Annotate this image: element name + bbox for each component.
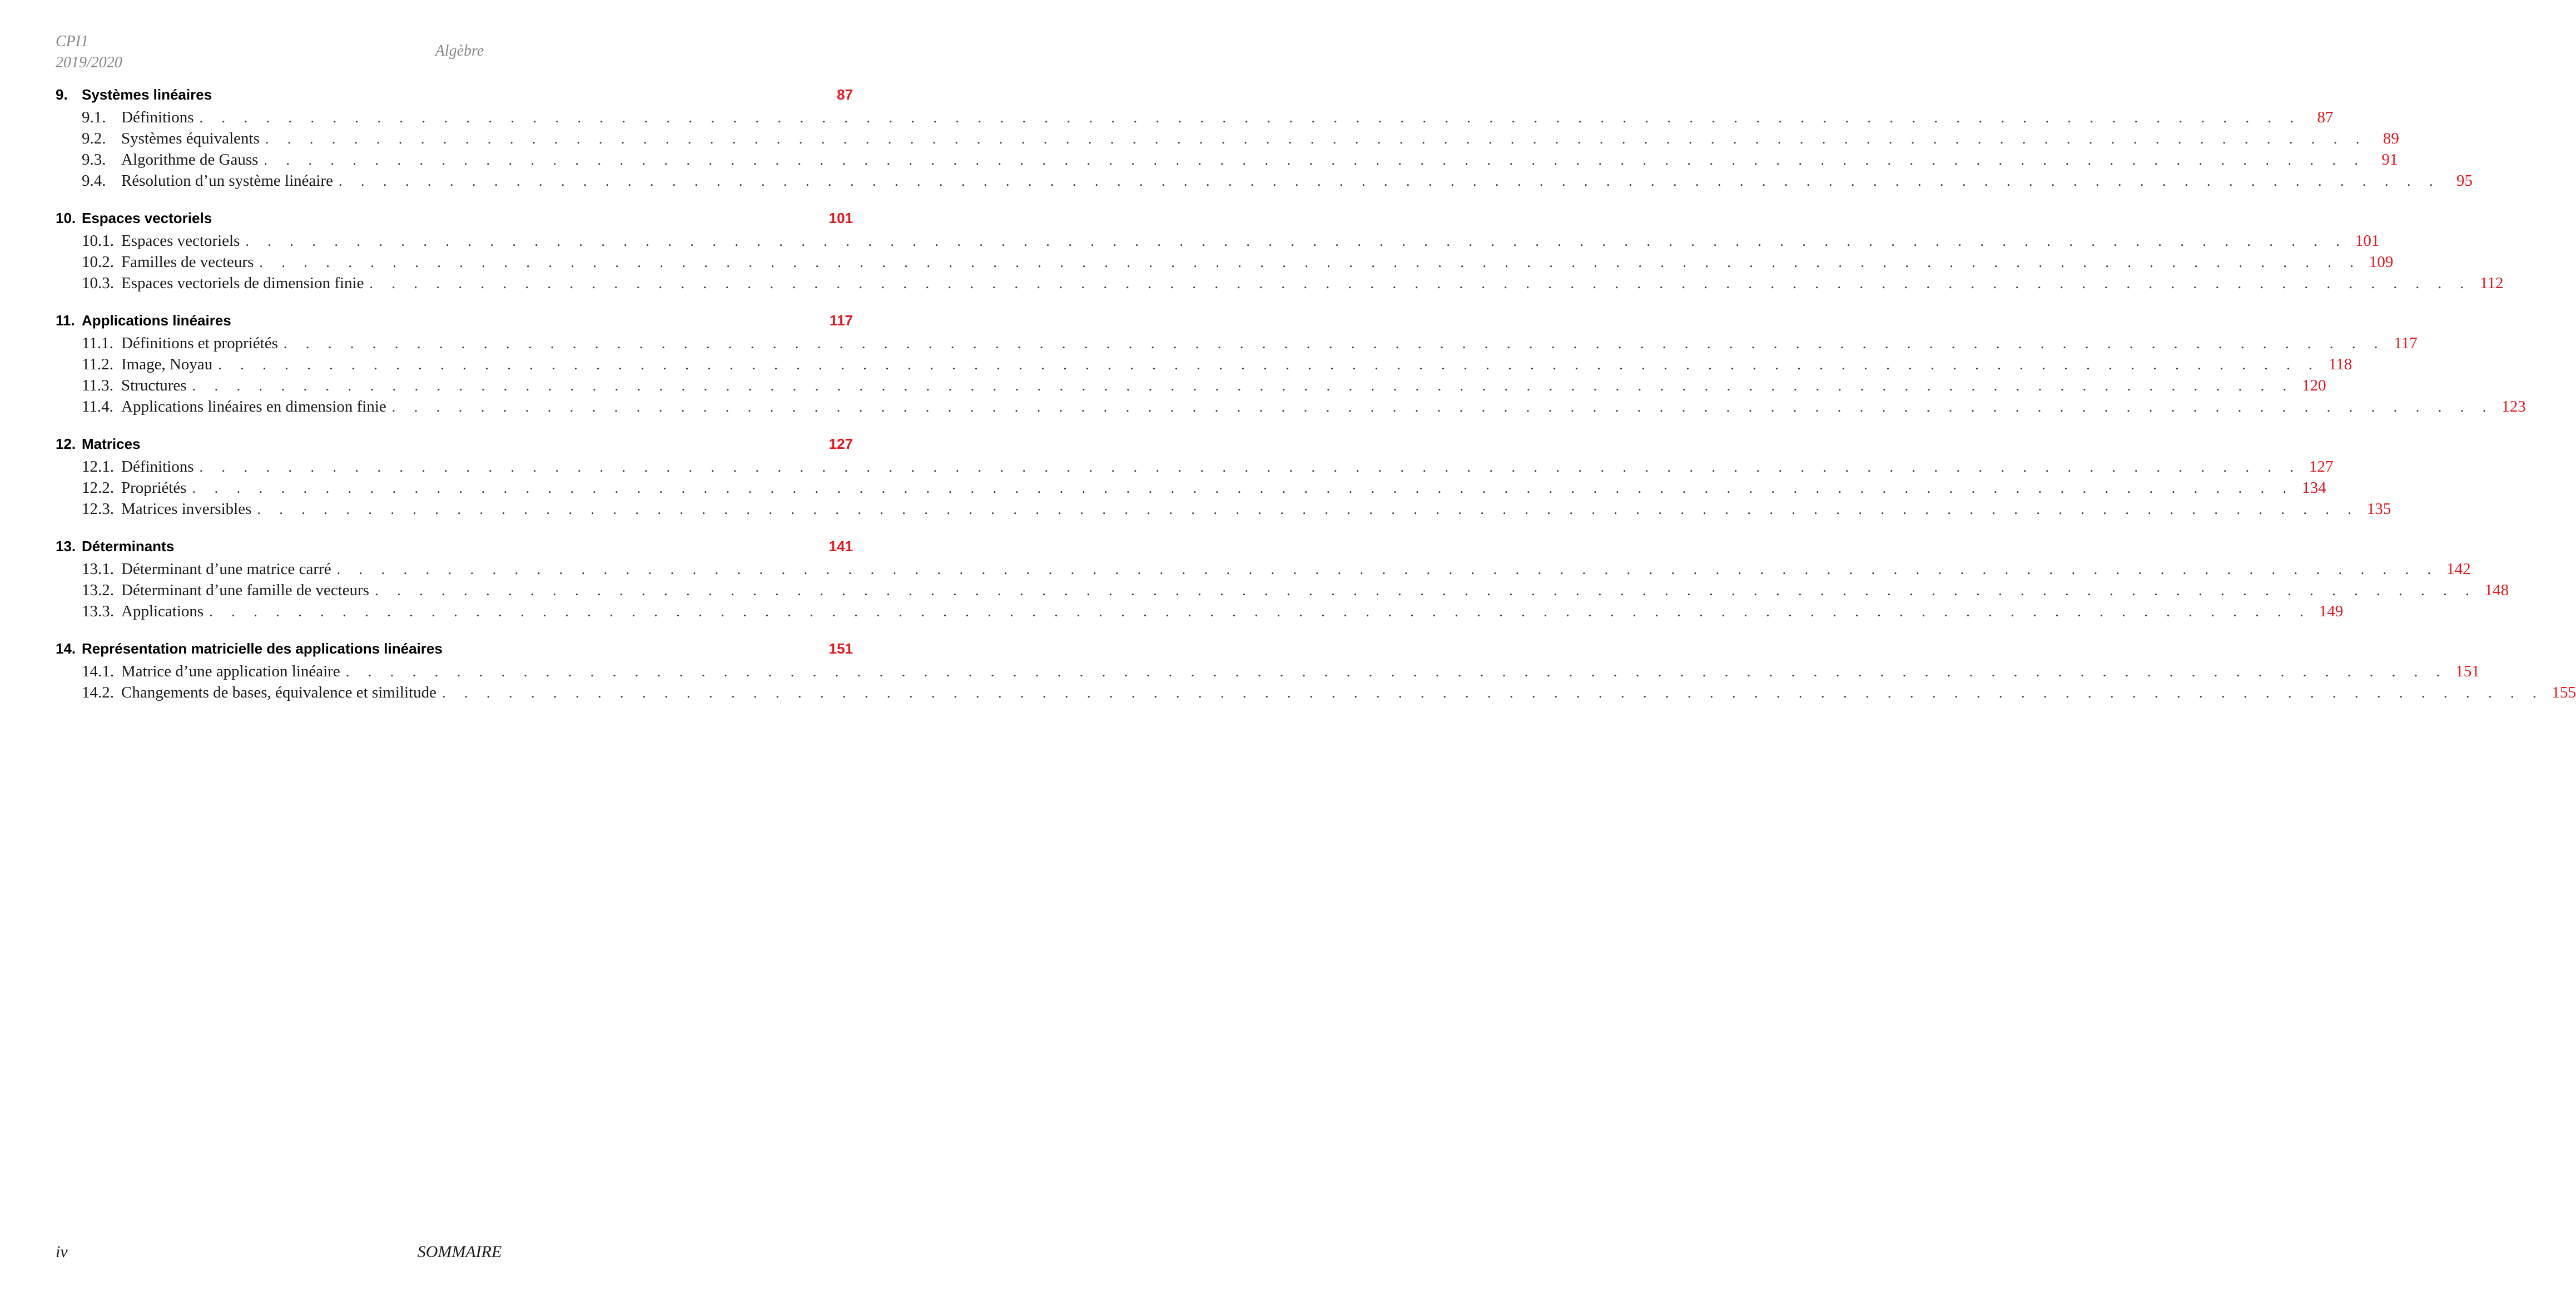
section-number: 11.3. xyxy=(82,377,113,394)
chapter-number: 13. xyxy=(56,538,76,555)
academic-year: 2019/2020 xyxy=(56,54,122,71)
section-entry[interactable] xyxy=(56,560,2471,581)
toc-chapter xyxy=(56,538,2509,624)
section-page-link[interactable]: 127 xyxy=(2309,458,2334,476)
running-header-title: Algèbre xyxy=(435,42,484,60)
section-entry[interactable] xyxy=(56,253,2394,274)
chapter-heading[interactable] xyxy=(56,640,853,662)
section-entry[interactable] xyxy=(56,232,2380,253)
chapter-number: 10. xyxy=(56,210,76,226)
dot-leader: . . . . . . . . . . . . . . . . . . . . . . . . . . . . . . . . . . . . . . . . . . . . . . . . . . . . . . . . . . . . . . . . . . . . . . . . . . . . . . . . . . . . . . . . . . . . . . . xyxy=(259,254,2361,270)
section-entry[interactable] xyxy=(56,274,2504,295)
section-page-link[interactable]: 134 xyxy=(2302,479,2326,497)
section-title: Changements de bases, équivalence et similitude xyxy=(121,684,436,701)
section-page-link[interactable]: 91 xyxy=(2381,151,2398,169)
section-number: 12.2. xyxy=(82,479,114,497)
dot-leader: . . . . . . . . . . . . . . . . . . . . . . . . . . . . . . . . . . . . . . . . . . . . . . . . . . . . . . . . . . . . . . . . . . . . . . . . . . . . . . . . . . . . . . . . . . . . . . . xyxy=(345,664,2448,680)
chapter-title: Systèmes linéaires xyxy=(82,86,212,103)
section-entry[interactable] xyxy=(56,355,2352,377)
section-title: Matrice d’une application linéaire xyxy=(121,662,340,680)
section-page-link[interactable]: 123 xyxy=(2501,398,2526,415)
section-entry[interactable] xyxy=(56,458,2334,479)
section-title: Structures xyxy=(121,377,187,394)
chapter-page-link[interactable]: 127 xyxy=(828,436,853,452)
dot-leader: . . . . . . . . . . . . . . . . . . . . . . . . . . . . . . . . . . . . . . . . . . . . . . . . . . . . . . . . . . . . . . . . . . . . . . . . . . . . . . . . . . . . . . . . . . . . . . . xyxy=(192,378,2294,394)
section-title: Applications xyxy=(121,602,204,620)
chapter-number: 11. xyxy=(56,312,75,329)
section-page-link[interactable]: 95 xyxy=(2456,172,2473,190)
chapter-number: 9. xyxy=(56,86,68,103)
toc-chapter xyxy=(56,436,2391,521)
section-page-link[interactable]: 109 xyxy=(2369,253,2394,271)
section-title: Espaces vectoriels xyxy=(121,232,240,250)
section-page-link[interactable]: 117 xyxy=(2394,334,2418,352)
section-title: Image, Noyau xyxy=(121,355,213,373)
section-entry[interactable] xyxy=(56,151,2398,172)
running-footer-title: SOMMAIRE xyxy=(417,1243,502,1261)
section-page-link[interactable]: 101 xyxy=(2355,232,2380,250)
dot-leader: . . . . . . . . . . . . . . . . . . . . . . . . . . . . . . . . . . . . . . . . . . . . . . . . . . . . . . . . . . . . . . . . . . . . . . . . . . . . . . . . . . . . . . . . . . . . . . . xyxy=(264,152,2366,168)
chapter-page-link[interactable]: 87 xyxy=(837,86,853,103)
section-page-link[interactable]: 151 xyxy=(2455,662,2480,680)
section-entry[interactable] xyxy=(56,500,2391,521)
section-number: 10.3. xyxy=(82,274,114,292)
chapter-title: Représentation matricielle des applications linéaires xyxy=(82,640,443,657)
section-page-link[interactable]: 155 xyxy=(2552,684,2576,701)
dot-leader: . . . . . . . . . . . . . . . . . . . . . . . . . . . . . . . . . . . . . . . . . . . . . . . . . . . . . . . . . . . . . . . . . . . . . . . . . . . . . . . . . . . . . . . . . . . . . . . xyxy=(257,501,2359,517)
section-number: 14.1. xyxy=(82,662,114,680)
section-title: Déterminant d’une famille de vecteurs xyxy=(121,581,370,599)
section-number: 12.1. xyxy=(82,458,114,476)
section-title: Propriétés xyxy=(121,479,187,497)
section-title: Déterminant d’une matrice carré xyxy=(121,560,331,578)
chapter-page-link[interactable]: 117 xyxy=(830,312,853,329)
dot-leader: . . . . . . . . . . . . . . . . . . . . . . . . . . . . . . . . . . . . . . . . . . . . . . . . . . . . . . . . . . . . . . . . . . . . . . . . . . . . . . . . . . . . . . . . . . . . . . . xyxy=(369,275,2471,291)
section-title: Définitions et propriétés xyxy=(121,334,278,352)
section-number: 13.1. xyxy=(82,560,114,578)
section-page-link[interactable]: 112 xyxy=(2480,274,2504,292)
section-entry[interactable] xyxy=(56,108,2334,130)
section-page-link[interactable]: 118 xyxy=(2328,355,2352,373)
chapter-page-link[interactable]: 141 xyxy=(828,538,853,555)
chapter-number: 14. xyxy=(56,640,76,657)
section-number: 11.1. xyxy=(82,334,113,352)
section-entry[interactable] xyxy=(56,334,2418,355)
section-entry[interactable] xyxy=(56,684,2576,705)
section-number: 13.3. xyxy=(82,602,114,620)
chapter-number: 12. xyxy=(56,436,76,452)
chapter-heading[interactable] xyxy=(56,436,853,458)
dot-leader: . . . . . . . . . . . . . . . . . . . . . . . . . . . . . . . . . . . . . . . . . . . . . . . . . . . . . . . . . . . . . . . . . . . . . . . . . . . . . . . . . . . . . . . . . . . . . . . xyxy=(245,233,2347,249)
section-title: Matrices inversibles xyxy=(121,500,252,518)
chapter-heading[interactable] xyxy=(56,210,853,232)
section-number: 13.2. xyxy=(82,581,114,599)
section-entry[interactable] xyxy=(56,479,2326,500)
chapter-heading[interactable] xyxy=(56,312,853,334)
dot-leader: . . . . . . . . . . . . . . . . . . . . . . . . . . . . . . . . . . . . . . . . . . . . . . . . . . . . . . . . . . . . . . . . . . . . . . . . . . . . . . . . . . . . . . . . . . . . . . . xyxy=(199,459,2301,475)
section-number: 10.1. xyxy=(82,232,114,250)
section-page-link[interactable]: 148 xyxy=(2484,581,2509,599)
section-page-link[interactable]: 120 xyxy=(2302,377,2326,394)
section-page-link[interactable]: 142 xyxy=(2446,560,2471,578)
section-title: Résolution d’un système linéaire xyxy=(121,172,333,190)
section-title: Définitions xyxy=(121,108,194,126)
course-code: CPI1 xyxy=(56,33,89,50)
section-number: 9.2. xyxy=(82,130,106,147)
section-number: 10.2. xyxy=(82,253,114,271)
section-entry[interactable] xyxy=(56,377,2326,398)
section-title: Familles de vecteurs xyxy=(121,253,254,271)
section-number: 11.2. xyxy=(82,355,113,373)
section-title: Applications linéaires en dimension finie xyxy=(121,398,386,415)
chapter-title: Applications linéaires xyxy=(82,312,231,329)
section-number: 9.3. xyxy=(82,151,106,169)
section-number: 9.1. xyxy=(82,108,106,126)
section-page-link[interactable]: 87 xyxy=(2317,108,2334,126)
toc-chapter xyxy=(56,640,2576,705)
section-number: 12.3. xyxy=(82,500,114,518)
dot-leader: . . . . . . . . . . . . . . . . . . . . . . . . . . . . . . . . . . . . . . . . . . . . . . . . . . . . . . . . . . . . . . . . . . . . . . . . . . . . . . . . . . . . . . . . . . . . . . . xyxy=(283,335,2385,352)
section-title: Espaces vectoriels de dimension finie xyxy=(121,274,364,292)
dot-leader: . . . . . . . . . . . . . . . . . . . . . . . . . . . . . . . . . . . . . . . . . . . . . . . . . . . . . . . . . . . . . . . . . . . . . . . . . . . . . . . . . . . . . . . . . . . . . . . xyxy=(199,110,2301,126)
dot-leader: . . . . . . . . . . . . . . . . . . . . . . . . . . . . . . . . . . . . . . . . . . . . . . . . . . . . . . . . . . . . . . . . . . . . . . . . . . . . . . . . . . . . . . . . . . . . . . . xyxy=(375,582,2477,598)
dot-leader: . . . . . . . . . . . . . . . . . . . . . . . . . . . . . . . . . . . . . . . . . . . . . . . . . . . . . . . . . . . . . . . . . . . . . . . . . . . . . . . . . . . . . . . . . . . . . . . xyxy=(218,357,2320,373)
chapter-heading[interactable] xyxy=(56,86,853,108)
section-entry[interactable] xyxy=(56,581,2509,602)
dot-leader: . . . . . . . . . . . . . . . . . . . . . . . . . . . . . . . . . . . . . . . . . . . . . . . . . . . . . . . . . . . . . . . . . . . . . . . . . . . . . . . . . . . . . . . . . . . . . . . xyxy=(441,685,2544,701)
section-entry[interactable] xyxy=(56,662,2480,684)
toc-chapter xyxy=(56,312,2526,419)
chapter-title: Espaces vectoriels xyxy=(82,210,212,226)
section-page-link[interactable]: 149 xyxy=(2319,602,2344,620)
dot-leader: . . . . . . . . . . . . . . . . . . . . . . . . . . . . . . . . . . . . . . . . . . . . . . . . . . . . . . . . . . . . . . . . . . . . . . . . . . . . . . . . . . . . . . . . . . . . . . . xyxy=(209,603,2311,620)
page-number: iv xyxy=(56,1243,68,1261)
chapter-heading[interactable] xyxy=(56,538,853,560)
dot-leader: . . . . . . . . . . . . . . . . . . . . . . . . . . . . . . . . . . . . . . . . . . . . . . . . . . . . . . . . . . . . . . . . . . . . . . . . . . . . . . . . . . . . . . . . . . . . . . . xyxy=(265,131,2367,147)
section-entry[interactable] xyxy=(56,172,2473,193)
section-number: 9.4. xyxy=(82,172,106,190)
chapter-title: Matrices xyxy=(82,436,141,452)
section-number: 11.4. xyxy=(82,398,113,415)
section-title: Systèmes équivalents xyxy=(121,130,260,147)
section-page-link[interactable]: 135 xyxy=(2366,500,2391,518)
chapter-page-link[interactable]: 151 xyxy=(828,640,853,657)
table-of-contents xyxy=(56,86,2576,721)
section-number: 14.2. xyxy=(82,684,114,701)
chapter-page-link[interactable]: 101 xyxy=(828,210,853,226)
section-page-link[interactable]: 89 xyxy=(2383,130,2399,147)
dot-leader: . . . . . . . . . . . . . . . . . . . . . . . . . . . . . . . . . . . . . . . . . . . . . . . . . . . . . . . . . . . . . . . . . . . . . . . . . . . . . . . . . . . . . . . . . . . . . . . xyxy=(336,561,2439,577)
section-entry[interactable] xyxy=(56,130,2399,151)
dot-leader: . . . . . . . . . . . . . . . . . . . . . . . . . . . . . . . . . . . . . . . . . . . . . . . . . . . . . . . . . . . . . . . . . . . . . . . . . . . . . . . . . . . . . . . . . . . . . . . xyxy=(192,480,2294,496)
toc-chapter xyxy=(56,210,2504,295)
section-entry[interactable] xyxy=(56,602,2344,624)
section-entry[interactable] xyxy=(56,398,2526,419)
chapter-title: Déterminants xyxy=(82,538,175,555)
dot-leader: . . . . . . . . . . . . . . . . . . . . . . . . . . . . . . . . . . . . . . . . . . . . . . . . . . . . . . . . . . . . . . . . . . . . . . . . . . . . . . . . . . . . . . . . . . . . . . . xyxy=(338,173,2440,189)
toc-chapter xyxy=(56,86,2473,193)
section-title: Définitions xyxy=(121,458,194,476)
section-title: Algorithme de Gauss xyxy=(121,151,259,169)
dot-leader: . . . . . . . . . . . . . . . . . . . . . . . . . . . . . . . . . . . . . . . . . . . . . . . . . . . . . . . . . . . . . . . . . . . . . . . . . . . . . . . . . . . . . . . . . . . . . . . xyxy=(391,399,2494,415)
